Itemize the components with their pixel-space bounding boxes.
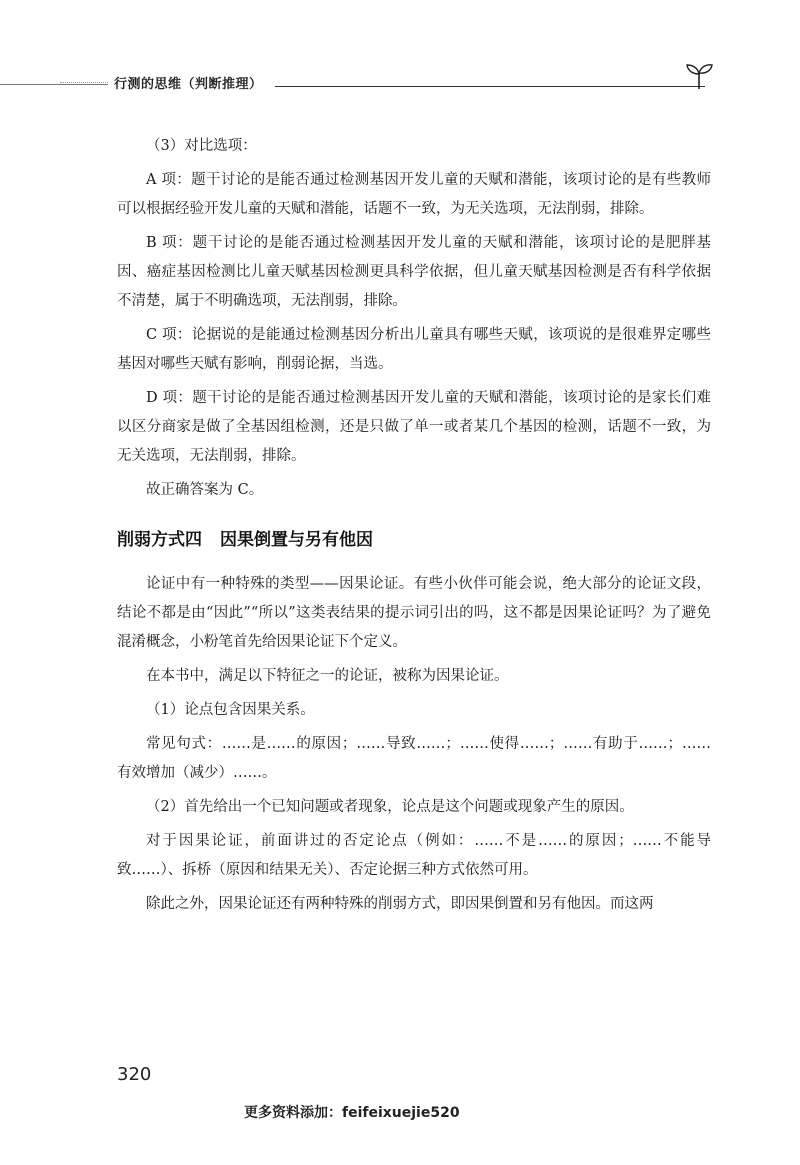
page-body xyxy=(117,132,711,924)
header-rule-right xyxy=(275,86,705,87)
paragraph-compare-options: （3）对比选项： xyxy=(146,138,257,154)
paragraph-definition: 在本书中，满足以下特征之一的论证，被称为因果论证。 xyxy=(146,668,509,684)
header-rule-left xyxy=(0,84,108,85)
paragraph-causal-intro: 论证中有一种特殊的类型——因果论证。有些小伙伴可能会说，绝大部分的论证文段，结论不都是由“因此”“所以”这类表结果的提示词引出的吗，这不都是因果论证吗？为了避免混淆概念，小粉笔首先给因果论证下个定义。 xyxy=(117,576,711,650)
paragraph-feature-2: （2）首先给出一个已知问题或者现象，论点是这个问题或现象产生的原因。 xyxy=(146,799,634,815)
paragraph-special-methods: 除此之外，因果论证还有两种特殊的削弱方式，即因果倒置和另有他因。而这两 xyxy=(146,896,654,912)
paragraph-common-patterns: 常见句式：……是……的原因；……导致……；……使得……；……有助于……；……有效增加（减少）……。 xyxy=(117,736,711,781)
watermark-text: 更多资料添加：feifeixuejie520 xyxy=(244,1105,460,1121)
section-heading-title: 因果倒置与另有他因 xyxy=(220,530,373,550)
paragraph-option-a: A 项：题干讨论的是能否通过检测基因开发儿童的天赋和潜能，该项讨论的是有些教师可以根据经验开发儿童的天赋和潜能，话题不一致，为无关选项，无法削弱，排除。 xyxy=(117,172,711,217)
paragraph-feature-1: （1）论点包含因果关系。 xyxy=(146,702,315,718)
running-title: 行测的思维（判断推理） xyxy=(114,77,263,92)
paragraph-methods-still-usable: 对于因果论证，前面讲过的否定论点（例如：……不是……的原因；……不能导致……）、拆桥（原因和结果无关）、否定论据三种方式依然可用。 xyxy=(117,833,711,878)
sprout-icon xyxy=(684,62,714,90)
running-header xyxy=(0,62,800,102)
paragraph-option-d: D 项：题干讨论的是能否通过检测基因开发儿童的天赋和潜能，该项讨论的是家长们难以区分商家是做了全基因组检测，还是只做了单一或者某几个基因的检测，话题不一致，为无关选项，无法削弱，排除。 xyxy=(117,390,711,464)
paragraph-option-c: C 项：论据说的是能通过检测基因分析出儿童具有哪些天赋，该项说的是很难界定哪些基因对哪些天赋有影响，削弱论据，当选。 xyxy=(117,327,711,372)
section-heading xyxy=(117,525,711,550)
paragraph-answer: 故正确答案为 C。 xyxy=(146,482,264,498)
page-number: 320 xyxy=(117,1064,152,1085)
section-heading-prefix: 削弱方式四 xyxy=(117,530,202,550)
paragraph-option-b: B 项：题干讨论的是能否通过检测基因开发儿童的天赋和潜能，该项讨论的是肥胖基因、癌症基因检测比儿童天赋基因检测更具科学依据，但儿童天赋基因检测是否有科学依据不清楚，属于不明确选项，无法削弱，排除。 xyxy=(117,235,711,309)
header-dotted-rule xyxy=(60,82,108,83)
